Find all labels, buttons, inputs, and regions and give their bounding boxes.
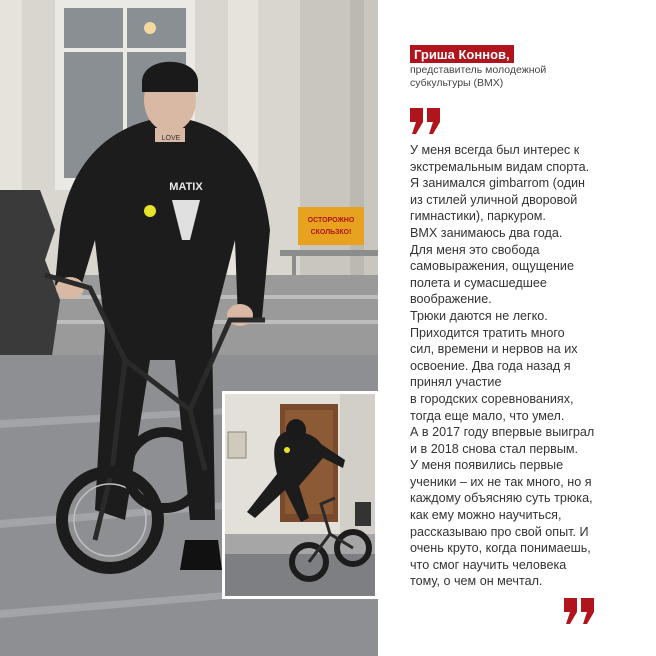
- quote-line: сил, времени и нервов на их: [410, 342, 578, 357]
- inset-photo: [222, 391, 378, 599]
- person-role-line: субкультуры (BMX): [410, 77, 504, 89]
- person-role: [410, 64, 620, 90]
- warning-sign: [298, 207, 364, 245]
- quote-line: полета и сумасшедшее: [410, 275, 547, 290]
- neck-text: LOVE: [161, 135, 181, 142]
- quote-line: очень круто, когда понимаешь,: [410, 541, 591, 556]
- quote-line: освоение. Два года назад я: [410, 358, 571, 373]
- warning-sign-line-1: ОСТОРОЖНО: [307, 217, 355, 224]
- warning-sign-line-2: СКОЛЬЗКО!: [310, 229, 352, 236]
- quote-line: У меня появились первые: [410, 458, 564, 473]
- quote-line: и в 2018 снова стал первым.: [410, 441, 579, 456]
- quote-line: в городских соревнованиях,: [410, 391, 574, 406]
- quote-line: Для меня это свобода: [410, 242, 540, 257]
- quote-line: экстремальным видам спорта.: [410, 159, 590, 174]
- quote-line: как ему можно научиться,: [410, 508, 562, 523]
- quote-line: гимнастики), паркуром.: [410, 209, 546, 224]
- person-role-line: представитель молодежной: [410, 64, 547, 76]
- quote-line: из стилей уличной дворовой: [410, 192, 578, 207]
- quote-line: У меня всегда был интерес к: [410, 143, 580, 157]
- quote-body: [410, 142, 644, 590]
- shirt-text: MATIX: [169, 181, 203, 193]
- quote-line: Приходится тратить много: [410, 325, 565, 340]
- quote-line: ученики – их не так много, но я: [410, 474, 592, 489]
- quote-line: воображение.: [410, 292, 492, 307]
- person-name: Гриша Коннов,: [410, 45, 514, 63]
- quote-line: тому, о чем он мечтал.: [410, 574, 543, 589]
- quote-line: принял участие: [410, 375, 502, 390]
- quote-line: А в 2017 году впервые выиграл: [410, 425, 595, 440]
- quote-line: что смог научить человека: [410, 557, 567, 572]
- open-quote-icon: [410, 108, 442, 134]
- quote-line: тогда еще мало, что умел.: [410, 408, 565, 423]
- text-column: [410, 0, 646, 656]
- quote-line: каждому объясняю суть трюка,: [410, 491, 593, 506]
- close-quote-icon: [564, 598, 596, 624]
- inset-photo-illustration: [225, 394, 375, 596]
- quote-line: рассказываю про свой опыт. И: [410, 524, 589, 539]
- quote-line: Трюки даются не легко.: [410, 308, 548, 323]
- quote-line: самовыражения, ощущение: [410, 259, 574, 274]
- quote-line: BMX занимаюсь два года.: [410, 225, 563, 240]
- quote-line: Я занимался gimbarrom (один: [410, 176, 585, 191]
